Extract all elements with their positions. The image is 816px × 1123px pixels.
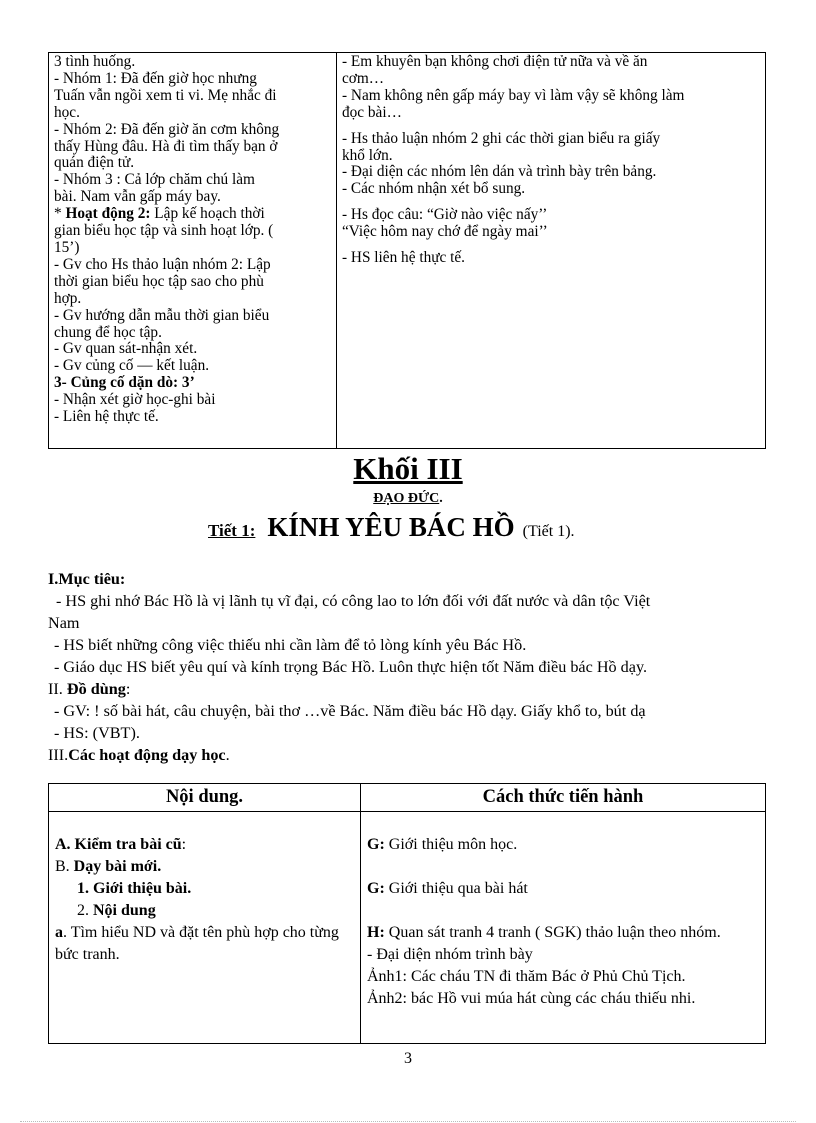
method-line: Ảnh2: bác Hồ vui múa hát cùng các cháu thiếu nhi. [367,990,696,1007]
text-line: - Gv hướng dẫn mẫu thời gian biểu [54,306,270,324]
lesson-title-text: KÍNH YÊU BÁC HỒ [267,512,515,542]
table1-right-cell [337,53,765,448]
method-line: - Đại diện nhóm trình bày [367,946,533,963]
teacher-label: G: [367,880,385,897]
text-line: “Việc hôm nay chớ để ngày mai’’ [342,223,548,241]
activity-heading [54,206,331,223]
materials-colon: : [125,680,131,698]
teacher-label: G: [367,836,385,853]
subject-heading-text: ĐẠO ĐỨC [373,491,440,506]
text-line: 3 tình huống. [54,53,136,70]
lesson-note: (Tiết 1). [522,523,575,540]
objective-item: - Giáo dục HS biết yêu quí và kính trọng Bác Hồ. Luôn thực hiện tốt Năm điều bác Hồ dạy. [54,658,648,676]
page-edge-divider [20,1121,796,1122]
activity-label: Hoạt động 2: [65,205,151,223]
intro-item: 1. Giới thiệu bài. [77,880,192,897]
table-body-row [49,812,765,1043]
material-item: - HS: (VBT). [54,724,140,742]
text-line: Tuấn vẫn ngồi xem ti vi. Mẹ nhắc đi [54,86,277,104]
text-line: cơm… [342,69,385,87]
task-a-label: a [55,924,63,941]
review-colon: : [181,836,187,853]
content-item [55,900,354,922]
activities-title [48,744,772,766]
text-line: - Hs thảo luận nhóm 2 ghi các thời gian biểu ra giấy [342,129,661,147]
section-heading: 3- Củng cố dặn dò: 3’ [54,374,195,392]
student-label: H: [367,924,385,941]
teacher-intro-subject [367,834,759,856]
text-line: - Hs đọc câu: “Giờ nào việc nấy’’ [342,206,548,224]
lesson-table-continued [48,52,766,449]
activities-prefix: III. [48,746,69,764]
activities-dot: . [225,746,230,764]
grade-heading-text: Khối III [353,451,463,486]
text-line: thấy Hùng đâu. Hà đi tìm thấy bạn ở [54,137,278,155]
text-line: - Liên hệ thực tế. [54,408,159,426]
text-line: - HS liên hệ thực tế. [342,249,465,267]
grade-heading [0,451,816,487]
material-item: - GV: ! số bài hát, câu chuyện, bài thơ …về Bác. Năm điều bác Hồ dạy. Giấy khổ to, bút dạ [54,702,646,720]
subject-heading-dot: . [439,491,443,506]
text-line: quán điện tử. [54,154,135,172]
col-header-content: Nội dung. [49,784,361,811]
text-line: - Nhóm 3 : Cả lớp chăm chú làm [54,171,255,189]
content-title: Nội dung [93,902,156,919]
text-line: - Em khuyên bạn không chơi điện tử nữa và về ăn [342,53,648,70]
text-line: gian biểu học tập và sinh hoạt lớp. ( [54,222,274,240]
objective-item: - HS ghi nhớ Bác Hồ là vị lãnh tụ vĩ đại, có công lao to lớn đối với đất nước và dân tộc Việt [56,592,651,610]
teacher-text: Giới thiệu môn học. [384,836,518,853]
text-line: - Các nhóm nhận xét bổ sung. [342,180,526,198]
review-title: A. Kiểm tra bài cũ [55,836,182,853]
col-header-method: Cách thức tiến hành [482,787,644,807]
text-line: bài. Nam vẫn gấp máy bay. [54,188,221,206]
objectives-title: I.Mục tiêu: [48,570,126,588]
text-line: đọc bài… [342,103,402,121]
text-line: khổ lớn. [342,146,393,164]
task-a-text: . Tìm hiểu ND và đặt tên phù hợp cho từng bức tranh. [55,924,339,963]
text-line: học. [54,103,80,121]
text-line: - Gv quan sát-nhận xét. [54,340,198,358]
objective-item: - HS biết những công việc thiếu nhi cần làm để tỏ lòng kính yêu Bác Hồ. [54,636,527,654]
text-line: hợp. [54,289,82,307]
new-lesson-title: Dạy bài mới. [73,858,162,875]
student-task [367,922,759,944]
text-line: 15’) [54,238,80,256]
table-header-row [49,784,765,812]
review-item [55,834,354,856]
student-text: Quan sát tranh 4 tranh ( SGK) thảo luận theo nhóm. [384,924,721,941]
materials-title-text: Đồ dùng [66,680,126,698]
new-lesson-prefix: B. [55,858,74,875]
task-a-item [55,922,354,966]
materials-prefix: II. [48,680,67,698]
text-line: - Nam không nên gấp máy bay vì làm vậy sẽ không làm [342,86,685,104]
content-cell [49,812,361,1043]
lesson-title [208,512,575,543]
method-line: Ảnh1: Các cháu TN đi thăm Bác ở Phủ Chủ Tịch. [367,968,686,985]
text-line: - Gv củng cố — kết luận. [54,357,210,375]
subject-heading [0,491,816,507]
teacher-text: Giới thiệu qua bài hát [384,880,528,897]
activities-table [48,783,766,1044]
text-line: - Nhóm 1: Đã đến giờ học nhưng [54,69,257,87]
materials-title [48,678,772,700]
text-line: chung để học tập. [54,323,162,341]
text-line: - Đại diện các nhóm lên dán và trình bày trên bảng. [342,163,657,181]
page-number: 3 [404,1050,412,1067]
bullet-star: * [54,205,66,223]
method-cell [361,812,765,1043]
content-num: 2. [77,902,93,919]
text-line: - Nhận xét giờ học-ghi bài [54,391,216,409]
objective-item-cont: Nam [48,614,80,632]
lesson-label: Tiết 1: [208,521,256,540]
text-line: thời gian biểu học tập sao cho phù [54,272,264,290]
activity-text: Lập kế hoạch thời [150,205,265,223]
activities-title-text: Các hoạt động dạy học [68,746,226,764]
lesson-body [48,568,772,766]
table1-left-cell [49,53,337,448]
text-line: - Nhóm 2: Đã đến giờ ăn cơm không [54,120,280,138]
text-line: - Gv cho Hs thảo luận nhóm 2: Lập [54,255,271,273]
new-lesson-item [55,856,354,878]
teacher-intro-song [367,878,759,900]
